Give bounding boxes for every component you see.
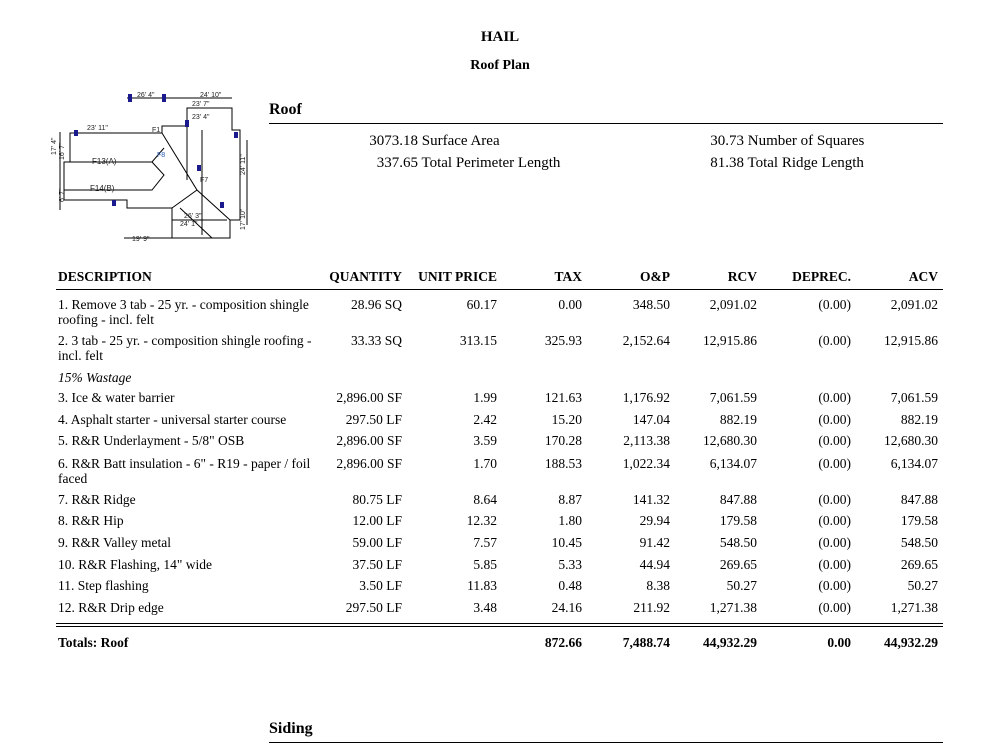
line-item-acv: 50.27 bbox=[907, 578, 938, 593]
line-item-quantity: 2,896.00 SF bbox=[336, 456, 402, 471]
line-item-acv: 1,271.38 bbox=[890, 600, 938, 615]
wastage-note: 15% Wastage bbox=[58, 370, 132, 385]
line-item-acv: 882.19 bbox=[900, 412, 938, 427]
line-item-description: 3. Ice & water barrier bbox=[58, 390, 175, 405]
roof-plan-diagram bbox=[52, 90, 252, 245]
dimension-label: 23' 4" bbox=[192, 114, 210, 121]
marker-icon bbox=[197, 165, 201, 171]
facet-label: F14(B) bbox=[90, 184, 115, 193]
line-item-deprec: (0.00) bbox=[818, 297, 851, 312]
line-item-quantity: 28.96 SQ bbox=[350, 297, 402, 312]
line-item-unit-price: 1.99 bbox=[473, 390, 497, 405]
totals-rule-1 bbox=[56, 623, 943, 624]
report-title: HAIL bbox=[480, 29, 520, 45]
totals-rule-2 bbox=[56, 626, 943, 627]
dimension-label: 16' 7" bbox=[59, 142, 66, 160]
line-item-unit-price: 60.17 bbox=[466, 297, 497, 312]
line-item-quantity: 2,896.00 SF bbox=[336, 390, 402, 405]
line-item-quantity: 59.00 LF bbox=[352, 535, 402, 550]
line-item-op: 147.04 bbox=[632, 412, 670, 427]
hip-line bbox=[172, 190, 197, 208]
line-item-op: 44.94 bbox=[639, 557, 670, 572]
section-title-siding: Siding bbox=[269, 720, 313, 737]
line-item-description: 12. R&R Drip edge bbox=[58, 600, 164, 615]
line-item-acv: 7,061.59 bbox=[890, 390, 938, 405]
line-item-deprec: (0.00) bbox=[818, 600, 851, 615]
line-item-tax: 8.87 bbox=[558, 492, 582, 507]
line-item-unit-price: 1.70 bbox=[473, 456, 497, 471]
dimension-label: 24' 10" bbox=[200, 92, 222, 99]
facet-label: F1 bbox=[152, 127, 161, 134]
line-item-acv: 2,091.02 bbox=[890, 297, 938, 312]
col-header-description: DESCRIPTION bbox=[58, 269, 152, 284]
dimension-label: 24' 11" bbox=[240, 154, 247, 175]
line-item-description: 10. R&R Flashing, 14" wide bbox=[58, 557, 213, 572]
marker-icon bbox=[234, 132, 238, 138]
line-item-rcv: 548.50 bbox=[719, 535, 757, 550]
marker-icon bbox=[162, 94, 166, 102]
line-item-tax: 170.28 bbox=[544, 433, 582, 448]
line-item-deprec: (0.00) bbox=[818, 557, 851, 572]
line-item-unit-price: 313.15 bbox=[459, 333, 497, 348]
line-item-op: 91.42 bbox=[639, 535, 670, 550]
line-item-op: 8.38 bbox=[646, 578, 670, 593]
col-header-quantity: QUANTITY bbox=[329, 269, 402, 284]
line-item-unit-price: 5.85 bbox=[473, 557, 497, 572]
line-item-op: 141.32 bbox=[632, 492, 670, 507]
line-item-tax: 24.16 bbox=[551, 600, 582, 615]
line-item-tax: 10.45 bbox=[551, 535, 582, 550]
line-item-deprec: (0.00) bbox=[818, 578, 851, 593]
line-item-deprec: (0.00) bbox=[818, 492, 851, 507]
marker-icon bbox=[112, 200, 116, 206]
line-item-quantity: 80.75 LF bbox=[352, 492, 402, 507]
line-item-quantity: 33.33 SQ bbox=[350, 333, 402, 348]
line-item-rcv: 7,061.59 bbox=[709, 390, 757, 405]
line-item-deprec: (0.00) bbox=[818, 433, 851, 448]
line-item-rcv: 882.19 bbox=[719, 412, 757, 427]
line-item-tax: 1.80 bbox=[558, 513, 582, 528]
line-item-op: 2,152.64 bbox=[622, 333, 670, 348]
line-item-unit-price: 12.32 bbox=[466, 513, 497, 528]
col-header-tax: TAX bbox=[554, 269, 582, 284]
dimension-label: 6' 7" bbox=[59, 188, 66, 202]
perimeter-length: 337.65 Total Perimeter Length bbox=[376, 155, 561, 171]
line-item-acv: 6,134.07 bbox=[890, 456, 938, 471]
col-header-deprec: DEPREC. bbox=[792, 269, 851, 284]
line-item-deprec: (0.00) bbox=[818, 535, 851, 550]
line-item-deprec: (0.00) bbox=[818, 513, 851, 528]
line-item-deprec: (0.00) bbox=[818, 390, 851, 405]
line-item-rcv: 269.65 bbox=[719, 557, 757, 572]
line-item-unit-price: 3.48 bbox=[473, 600, 497, 615]
line-item-op: 2,113.38 bbox=[623, 433, 670, 448]
line-item-rcv: 179.58 bbox=[719, 513, 757, 528]
line-item-unit-price: 8.64 bbox=[473, 492, 497, 507]
line-item-acv: 179.58 bbox=[900, 513, 938, 528]
col-header-rcv: RCV bbox=[727, 269, 757, 284]
line-item-description: 2. 3 tab - 25 yr. - composition shingle roofing - incl. felt bbox=[58, 333, 312, 363]
line-item-deprec: (0.00) bbox=[818, 456, 851, 471]
line-item-unit-price: 11.83 bbox=[467, 578, 497, 593]
report-subtitle: Roof Plan bbox=[470, 58, 530, 73]
line-item-tax: 5.33 bbox=[558, 557, 582, 572]
totals-acv: 44,932.29 bbox=[884, 635, 938, 650]
surface-area: 3073.18 Surface Area bbox=[369, 133, 500, 149]
line-item-unit-price: 3.59 bbox=[473, 433, 497, 448]
line-item-description: 4. Asphalt starter - universal starter course bbox=[58, 412, 287, 427]
line-item-tax: 121.63 bbox=[544, 390, 582, 405]
line-item-tax: 325.93 bbox=[544, 333, 582, 348]
dimension-label: 26' 4" bbox=[137, 92, 155, 99]
line-item-op: 1,176.92 bbox=[622, 390, 670, 405]
section-title-roof: Roof bbox=[269, 101, 302, 118]
line-item-op: 1,022.34 bbox=[622, 456, 670, 471]
line-item-quantity: 3.50 LF bbox=[359, 578, 402, 593]
line-item-quantity: 12.00 LF bbox=[352, 513, 402, 528]
ridge-length: 81.38 Total Ridge Length bbox=[710, 155, 864, 171]
line-item-acv: 548.50 bbox=[900, 535, 938, 550]
dimension-label: 17' 4" bbox=[51, 137, 58, 155]
line-item-acv: 847.88 bbox=[900, 492, 938, 507]
col-header-unit-price: UNIT PRICE bbox=[418, 269, 497, 284]
line-item-acv: 269.65 bbox=[900, 557, 938, 572]
dimension-label: 24' 1" bbox=[180, 221, 198, 228]
line-item-tax: 188.53 bbox=[544, 456, 582, 471]
marker-icon bbox=[74, 130, 78, 136]
line-item-description: 11. Step flashing bbox=[58, 578, 149, 593]
line-item-description: 7. R&R Ridge bbox=[58, 492, 136, 507]
line-item-quantity: 2,896.00 SF bbox=[336, 433, 402, 448]
totals-label: Totals: Roof bbox=[58, 635, 129, 650]
line-item-rcv: 847.88 bbox=[719, 492, 757, 507]
header-rule bbox=[56, 289, 943, 290]
line-item-description: 1. Remove 3 tab - 25 yr. - composition shingle roofing - incl. felt bbox=[58, 297, 309, 327]
facet-label: F7 bbox=[200, 177, 209, 184]
line-item-description: 8. R&R Hip bbox=[58, 513, 124, 528]
number-of-squares: 30.73 Number of Squares bbox=[710, 133, 865, 149]
line-item-tax: 15.20 bbox=[551, 412, 582, 427]
section-rule bbox=[269, 742, 943, 743]
dimension-label: 23' 11" bbox=[87, 125, 108, 132]
marker-icon bbox=[185, 120, 189, 127]
line-item-unit-price: 7.57 bbox=[473, 535, 497, 550]
line-item-description: 9. R&R Valley metal bbox=[58, 535, 171, 550]
totals-deprec: 0.00 bbox=[827, 635, 851, 650]
totals-tax: 872.66 bbox=[544, 635, 582, 650]
line-item-quantity: 297.50 LF bbox=[345, 600, 402, 615]
dimension-label: 19' 9" bbox=[132, 236, 150, 243]
line-item-acv: 12,680.30 bbox=[884, 433, 938, 448]
line-item-rcv: 50.27 bbox=[726, 578, 757, 593]
line-item-description: 6. R&R Batt insulation - 6" - R19 - paper / foil faced bbox=[58, 456, 311, 486]
line-item-deprec: (0.00) bbox=[818, 333, 851, 348]
dimension-line bbox=[60, 132, 247, 238]
line-item-description: 5. R&R Underlayment - 5/8" OSB bbox=[58, 433, 245, 448]
dimension-label: 17' 10" bbox=[240, 208, 247, 230]
line-item-quantity: 297.50 LF bbox=[345, 412, 402, 427]
line-item-rcv: 12,915.86 bbox=[703, 333, 757, 348]
col-header-acv: ACV bbox=[908, 269, 938, 284]
line-item-op: 29.94 bbox=[639, 513, 670, 528]
facet-label: F8 bbox=[157, 152, 166, 159]
dimension-label: 23' 7" bbox=[192, 101, 210, 108]
line-item-rcv: 1,271.38 bbox=[709, 600, 757, 615]
line-item-op: 211.92 bbox=[633, 600, 670, 615]
totals-rcv: 44,932.29 bbox=[703, 635, 757, 650]
line-item-acv: 12,915.86 bbox=[884, 333, 938, 348]
line-item-rcv: 12,680.30 bbox=[703, 433, 757, 448]
line-item-deprec: (0.00) bbox=[818, 412, 851, 427]
section-rule bbox=[269, 123, 943, 124]
marker-icon bbox=[128, 94, 132, 102]
line-item-rcv: 6,134.07 bbox=[709, 456, 757, 471]
line-item-tax: 0.48 bbox=[558, 578, 582, 593]
dimension-label: 26' 3" bbox=[184, 213, 202, 220]
col-header-op: O&P bbox=[640, 269, 670, 284]
line-item-tax: 0.00 bbox=[558, 297, 582, 312]
valley-line bbox=[162, 133, 230, 220]
line-item-rcv: 2,091.02 bbox=[709, 297, 757, 312]
line-item-quantity: 37.50 LF bbox=[352, 557, 402, 572]
marker-icon bbox=[220, 202, 224, 208]
line-item-unit-price: 2.42 bbox=[473, 412, 497, 427]
facet-label: F13(A) bbox=[92, 157, 117, 166]
line-item-op: 348.50 bbox=[632, 297, 670, 312]
totals-op: 7,488.74 bbox=[622, 635, 670, 650]
